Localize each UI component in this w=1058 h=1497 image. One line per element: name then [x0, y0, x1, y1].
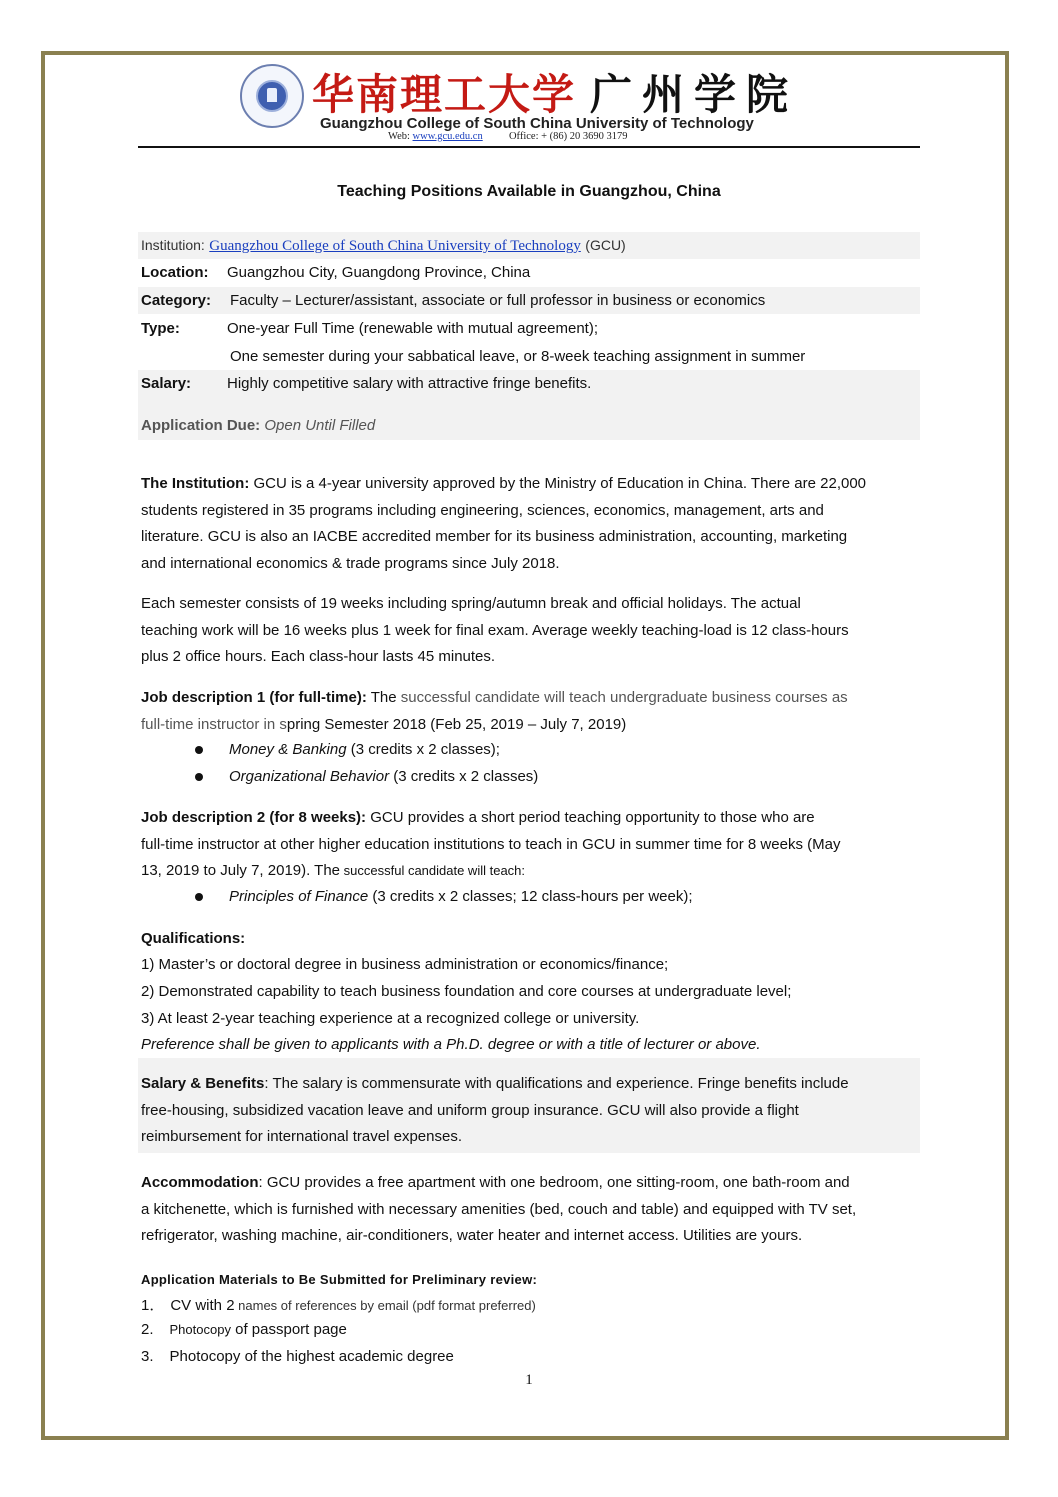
- qualification-item: 1) Master’s or doctoral degree in business administration or economics/finance;: [141, 956, 669, 973]
- semester-line-1: Each semester consists of 19 weeks including spring/autumn break and official holidays. The actual: [141, 595, 801, 612]
- due-value: Open Until Filled: [264, 417, 376, 434]
- accommodation-paragraph: [141, 1170, 926, 1250]
- material-num: 3.: [141, 1348, 154, 1365]
- job1-heading: Job description 1 (for full-time):: [141, 689, 367, 706]
- material-num: 1．: [141, 1297, 165, 1314]
- job2-line1: GCU provides a short period teaching opportunity to those who are: [366, 809, 815, 826]
- accommodation-line-1: : GCU provides a free apartment with one bedroom, one sitting-room, one bath-room and: [258, 1174, 850, 1191]
- type-label: Type:: [141, 320, 180, 337]
- qualification-item: 2) Demonstrated capability to teach business foundation and core courses at undergraduate level;: [141, 983, 792, 1000]
- material-item: [141, 1348, 454, 1365]
- qualification-item: 3) At least 2-year teaching experience at a recognized college or university.: [141, 1010, 640, 1027]
- material-text-b: names of references by email (pdf format preferred): [234, 1298, 536, 1313]
- job2-course-1: [229, 888, 693, 905]
- accommodation-line-3: refrigerator, washing machine, air-conditioners, water heater and internet access. Utilities are yours.: [141, 1227, 803, 1245]
- university-seal-logo: [240, 64, 304, 128]
- college-name-chinese: 广州学院: [590, 70, 799, 119]
- accommodation-heading: Accommodation: [141, 1174, 259, 1191]
- institution-line-2: students registered in 35 programs including engineering, sciences, economics, management, arts and: [141, 501, 824, 519]
- institution-paragraph: [141, 471, 926, 578]
- location-label: Location:: [141, 264, 209, 281]
- category-value: Faculty – Lecturer/assistant, associate or full professor in business or economics: [230, 292, 766, 309]
- job1-line1-b: successful candidate will teach undergraduate business courses as: [396, 689, 848, 706]
- accommodation-line-2: a kitchenette, which is furnished with necessary amenities (bed, couch and table) and equipped with TV set,: [141, 1200, 857, 1218]
- institution-line-4: and international economics & trade programs since July 2018.: [141, 555, 560, 573]
- course-name: Principles of Finance: [229, 888, 369, 905]
- page-title: Teaching Positions Available in Guangzhou, China: [337, 183, 721, 200]
- institution-line-3: literature. GCU is also an IACBE accredited member for its business administration, accounting, marketing: [141, 528, 848, 546]
- website-link[interactable]: www.gcu.edu.cn: [412, 131, 483, 142]
- material-text-a: Photocopy of the highest academic degree: [169, 1348, 454, 1365]
- salary-benefits-heading: Salary & Benefits: [141, 1075, 265, 1092]
- institution-abbr: (GCU): [585, 237, 626, 253]
- material-num: 2.: [141, 1321, 154, 1338]
- institution-line-1: GCU is a 4-year university approved by the Ministry of Education in China. There are 22,000: [249, 475, 867, 492]
- qualifications-heading: Qualifications:: [141, 930, 246, 947]
- due-label: Application Due:: [141, 417, 261, 434]
- job-description-2: [141, 805, 926, 885]
- material-text-b: of passport page: [230, 1321, 347, 1338]
- institution-heading: The Institution:: [141, 475, 250, 492]
- semester-paragraph: [141, 591, 926, 671]
- web-label: Web:: [388, 131, 410, 142]
- material-item: [141, 1294, 536, 1315]
- job1-line2-b: pring Semester 2018 (Feb 25, 2019 – July 7, 2019): [286, 715, 627, 733]
- job1-course-1: [229, 741, 500, 758]
- page-number: 1: [525, 1372, 533, 1388]
- job1-line2-a: full-time instructor in s: [141, 715, 287, 733]
- salary-benefits-line-3: reimbursement for international travel expenses.: [141, 1128, 462, 1146]
- salary-label: Salary:: [141, 375, 192, 392]
- materials-heading: Application Materials to Be Submitted for Preliminary review:: [141, 1272, 538, 1287]
- job1-line1-a: The: [366, 689, 397, 706]
- institution-row: [141, 237, 626, 255]
- semester-line-3: plus 2 office hours. Each class-hour lasts 45 minutes.: [141, 648, 496, 666]
- course-name: Organizational Behavior: [229, 768, 390, 785]
- school-name-english: Guangzhou College of South China University of Technology: [320, 115, 754, 132]
- category-label: Category:: [141, 292, 212, 309]
- bullet-dot: [195, 773, 203, 781]
- office-phone: Office: + (86) 20 3690 3179: [508, 131, 628, 142]
- salary-value: Highly competitive salary with attractive fringe benefits.: [227, 375, 592, 392]
- salary-benefits-line-2: free-housing, subsidized vacation leave and uniform group insurance. GCU will also provide a flight: [141, 1101, 799, 1119]
- course-detail: (3 credits x 2 classes);: [346, 741, 500, 758]
- qualification-preference: Preference shall be given to applicants with a Ph.D. degree or with a title of lecturer or above.: [141, 1036, 761, 1053]
- job2-line2: full-time instructor at other higher education institutions to teach in GCU in summer time for 8 weeks (May: [141, 835, 841, 853]
- material-item: [141, 1321, 347, 1338]
- location-value: Guangzhou City, Guangdong Province, China: [227, 264, 531, 281]
- job1-course-2: [229, 768, 538, 785]
- type-value-1: One-year Full Time (renewable with mutual agreement);: [227, 320, 598, 337]
- material-text-a: Photocopy: [169, 1322, 231, 1337]
- institution-label: Institution:: [141, 237, 205, 253]
- bullet-dot: [195, 746, 203, 754]
- school-name-chinese: 华南理工大学: [312, 70, 577, 119]
- bullet-dot: [195, 893, 203, 901]
- institution-link[interactable]: Guangzhou College of South China University of Technology: [209, 238, 581, 254]
- job2-line3-a: 13, 2019 to July 7, 2019). The: [141, 862, 341, 880]
- course-name: Money & Banking: [229, 741, 347, 758]
- job2-line3-b: successful candidate will teach:: [340, 863, 526, 879]
- material-text-a: CV with 2: [170, 1297, 235, 1314]
- semester-line-2: teaching work will be 16 weeks plus 1 week for final exam. Average weekly teaching-load is 12 class-hours: [141, 621, 849, 639]
- course-detail: (3 credits x 2 classes; 12 class-hours per week);: [368, 888, 693, 905]
- application-due: [141, 417, 375, 434]
- contact-line: [388, 131, 628, 142]
- type-value-2: One semester during your sabbatical leave, or 8-week teaching assignment in summer: [230, 348, 806, 365]
- job2-heading: Job description 2 (for 8 weeks):: [141, 809, 367, 826]
- header-divider: [138, 146, 920, 148]
- course-detail: (3 credits x 2 classes): [389, 768, 539, 785]
- job-description-1: [141, 685, 926, 738]
- salary-benefits-line-1: : The salary is commensurate with qualifications and experience. Fringe benefits include: [264, 1075, 849, 1092]
- salary-benefits-paragraph: [141, 1071, 926, 1151]
